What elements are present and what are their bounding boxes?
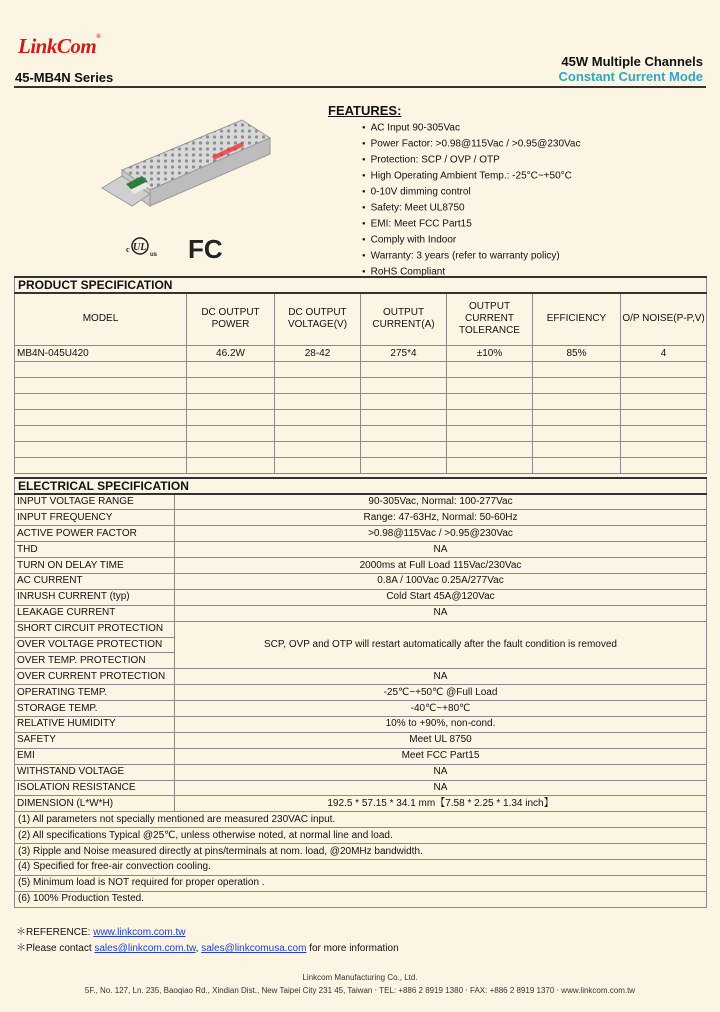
cell-model: MB4N-045U420 [15, 345, 187, 361]
table-row [15, 542, 707, 558]
spec-label: SHORT CIRCUIT PROTECTION [15, 621, 175, 637]
ul-text: UL [133, 242, 147, 253]
table-row [15, 621, 707, 637]
table-row [15, 494, 707, 510]
spec-label: SAFETY [15, 732, 175, 748]
empty-row [15, 377, 707, 393]
spec-label: INPUT FREQUENCY [15, 510, 175, 526]
title-line-2: Constant Current Mode [558, 69, 703, 84]
c-mark: c [126, 245, 130, 254]
cell-efficiency: 85% [533, 345, 621, 361]
brand-logo: LinkCom® [18, 34, 101, 58]
footer-company: Linkcom Manufacturing Co., Ltd. [302, 973, 418, 982]
features-list [362, 120, 581, 280]
cell-current: 275*4 [361, 345, 447, 361]
feature-item: ● High Operating Ambient Temp.: -25°C~+50°C [362, 168, 581, 184]
protection-value: SCP, OVP and OTP will restart automatically after the fault condition is removed [175, 621, 707, 669]
table-row [15, 345, 707, 361]
spec-value: NA [175, 780, 707, 796]
feature-item: ● Warranty: 3 years (refer to warranty policy) [362, 248, 581, 264]
header-divider [14, 86, 706, 88]
note-row [15, 891, 707, 907]
spec-value: NA [175, 542, 707, 558]
email-link-usa[interactable]: sales@linkcomusa.com [201, 943, 307, 954]
email-link-tw[interactable]: sales@linkcom.com.tw [94, 943, 196, 954]
table-row [15, 732, 707, 748]
note-text: (2) All specifications Typical @25℃, unless otherwise noted, at normal line and load. [15, 828, 707, 844]
product-spec-header-row [15, 293, 707, 345]
electrical-spec-title: ELECTRICAL SPECIFICATION [15, 478, 707, 494]
feature-item: ● Protection: SCP / OVP / OTP [362, 152, 581, 168]
table-row [15, 573, 707, 589]
spec-label: EMI [15, 748, 175, 764]
feature-item: ● 0-10V dimming control [362, 184, 581, 200]
table-row [15, 669, 707, 685]
note-text: (6) 100% Production Tested. [15, 891, 707, 907]
us-mark: us [150, 252, 158, 258]
note-text: (5) Minimum load is NOT required for proper operation . [15, 875, 707, 891]
table-row [15, 526, 707, 542]
spec-value: >0.98@115Vac / >0.95@230Vac [175, 526, 707, 542]
feature-item: ● EMI: Meet FCC Part15 [362, 216, 581, 232]
spec-label: LEAKAGE CURRENT [15, 605, 175, 621]
cell-power: 46.2W [187, 345, 275, 361]
cell-tolerance: ±10% [447, 345, 533, 361]
website-link[interactable]: www.linkcom.com.tw [93, 927, 186, 938]
col-header-efficiency: EFFICIENCY [533, 293, 621, 345]
product-spec-table [14, 276, 707, 474]
spec-label: TURN ON DELAY TIME [15, 558, 175, 574]
table-row [15, 685, 707, 701]
note-row [15, 875, 707, 891]
table-row [15, 748, 707, 764]
table-row [15, 716, 707, 732]
product-spec-title: PRODUCT SPECIFICATION [15, 277, 707, 293]
note-row [15, 828, 707, 844]
table-row [15, 796, 707, 812]
spec-label: OVER VOLTAGE PROTECTION [15, 637, 175, 653]
spec-label: OPERATING TEMP. [15, 685, 175, 701]
spec-value: -25℃~+50℃ @Full Load [175, 685, 707, 701]
col-header-current: OUTPUT CURRENT(A) [361, 293, 447, 345]
feature-item: ● Comply with Indoor [362, 232, 581, 248]
certification-logos [120, 232, 240, 262]
fcc-icon: FC [188, 234, 223, 262]
contact-line [16, 939, 399, 954]
reference-label: ＊REFERENCE: [16, 927, 94, 938]
spec-label: OVER CURRENT PROTECTION [15, 669, 175, 685]
spec-label: INPUT VOLTAGE RANGE [15, 494, 175, 510]
series-title: 45-MB4N Series [15, 70, 114, 85]
feature-item: ● Safety: Meet UL8750 [362, 200, 581, 216]
spec-value: Range: 47-63Hz, Normal: 50-60Hz [175, 510, 707, 526]
spec-value: 10% to +90%, non-cond. [175, 716, 707, 732]
email-separator: , [195, 943, 202, 954]
table-row [15, 589, 707, 605]
cell-noise: 4 [621, 345, 707, 361]
spec-label: DIMENSION (L*W*H) [15, 796, 175, 812]
spec-label: STORAGE TEMP. [15, 701, 175, 717]
note-row [15, 844, 707, 860]
note-text: (1) All parameters not specially mentioned are measured 230VAC input. [15, 812, 707, 828]
spec-label: WITHSTAND VOLTAGE [15, 764, 175, 780]
contact-label: ＊Please contact [16, 943, 95, 954]
product-title [559, 54, 703, 84]
empty-row [15, 425, 707, 441]
spec-value: 192.5 * 57.15 * 34.1 mm【7.58 * 2.25 * 1.34 inch】 [175, 796, 707, 812]
reference-line [16, 923, 185, 938]
empty-row [15, 441, 707, 457]
electrical-spec-table [14, 477, 707, 908]
note-row [15, 859, 707, 875]
footer-address: 5F., No. 127, Ln. 235, Baoqiao Rd., Xindian Dist., New Taipei City 231 45, Taiwan ‧ TEL: +886 2 8919 1380 ‧ FAX: +886 2 8919 1370 ‧ www.linkcom.com.tw [84, 986, 636, 995]
spec-label: THD [15, 542, 175, 558]
col-header-power: DC OUTPUT POWER [187, 293, 275, 345]
features-heading: FEATURES: [328, 103, 402, 118]
spec-value: Meet UL 8750 [175, 732, 707, 748]
spec-label: ACTIVE POWER FACTOR [15, 526, 175, 542]
table-row [15, 510, 707, 526]
col-header-tolerance: OUTPUT CURRENT TOLERANCE [447, 293, 533, 345]
spec-value: 0.8A / 100Vac 0.25A/277Vac [175, 573, 707, 589]
empty-row [15, 361, 707, 377]
table-row [15, 701, 707, 717]
feature-item: ● RoHS Compliant [362, 264, 581, 280]
spec-label: INRUSH CURRENT (typ) [15, 589, 175, 605]
spec-value: -40℃~+80℃ [175, 701, 707, 717]
spec-value: Meet FCC Part15 [175, 748, 707, 764]
spec-value: NA [175, 764, 707, 780]
contact-suffix: for more information [306, 943, 399, 954]
col-header-model: MODEL [15, 293, 187, 345]
feature-item: ● AC Input 90-305Vac [362, 120, 581, 136]
col-header-noise: O/P NOISE(P-P,V) [621, 293, 707, 345]
spec-label: AC CURRENT [15, 573, 175, 589]
col-header-voltage: DC OUTPUT VOLTAGE(V) [275, 293, 361, 345]
spec-value: 2000ms at Full Load 115Vac/230Vac [175, 558, 707, 574]
table-row [15, 780, 707, 796]
spec-label: ISOLATION RESISTANCE [15, 780, 175, 796]
spec-label: RELATIVE HUMIDITY [15, 716, 175, 732]
table-row [15, 764, 707, 780]
empty-row [15, 457, 707, 473]
feature-item: ● Power Factor: >0.98@115Vac / >0.95@230Vac [362, 136, 581, 152]
empty-row [15, 409, 707, 425]
note-text: (4) Specified for free-air convection cooling. [15, 859, 707, 875]
empty-row [15, 393, 707, 409]
spec-value: 90-305Vac, Normal: 100-277Vac [175, 494, 707, 510]
note-row [15, 812, 707, 828]
table-row [15, 605, 707, 621]
spec-label: OVER TEMP. PROTECTION [15, 653, 175, 669]
spec-value: Cold Start 45A@120Vac [175, 589, 707, 605]
spec-value: NA [175, 605, 707, 621]
cell-voltage: 28-42 [275, 345, 361, 361]
title-line-1: 45W Multiple Channels [561, 54, 703, 69]
table-row [15, 558, 707, 574]
spec-value: NA [175, 669, 707, 685]
power-supply-image [92, 110, 272, 220]
note-text: (3) Ripple and Noise measured directly at pins/terminals at nom. load, @20MHz bandwidth. [15, 844, 707, 860]
